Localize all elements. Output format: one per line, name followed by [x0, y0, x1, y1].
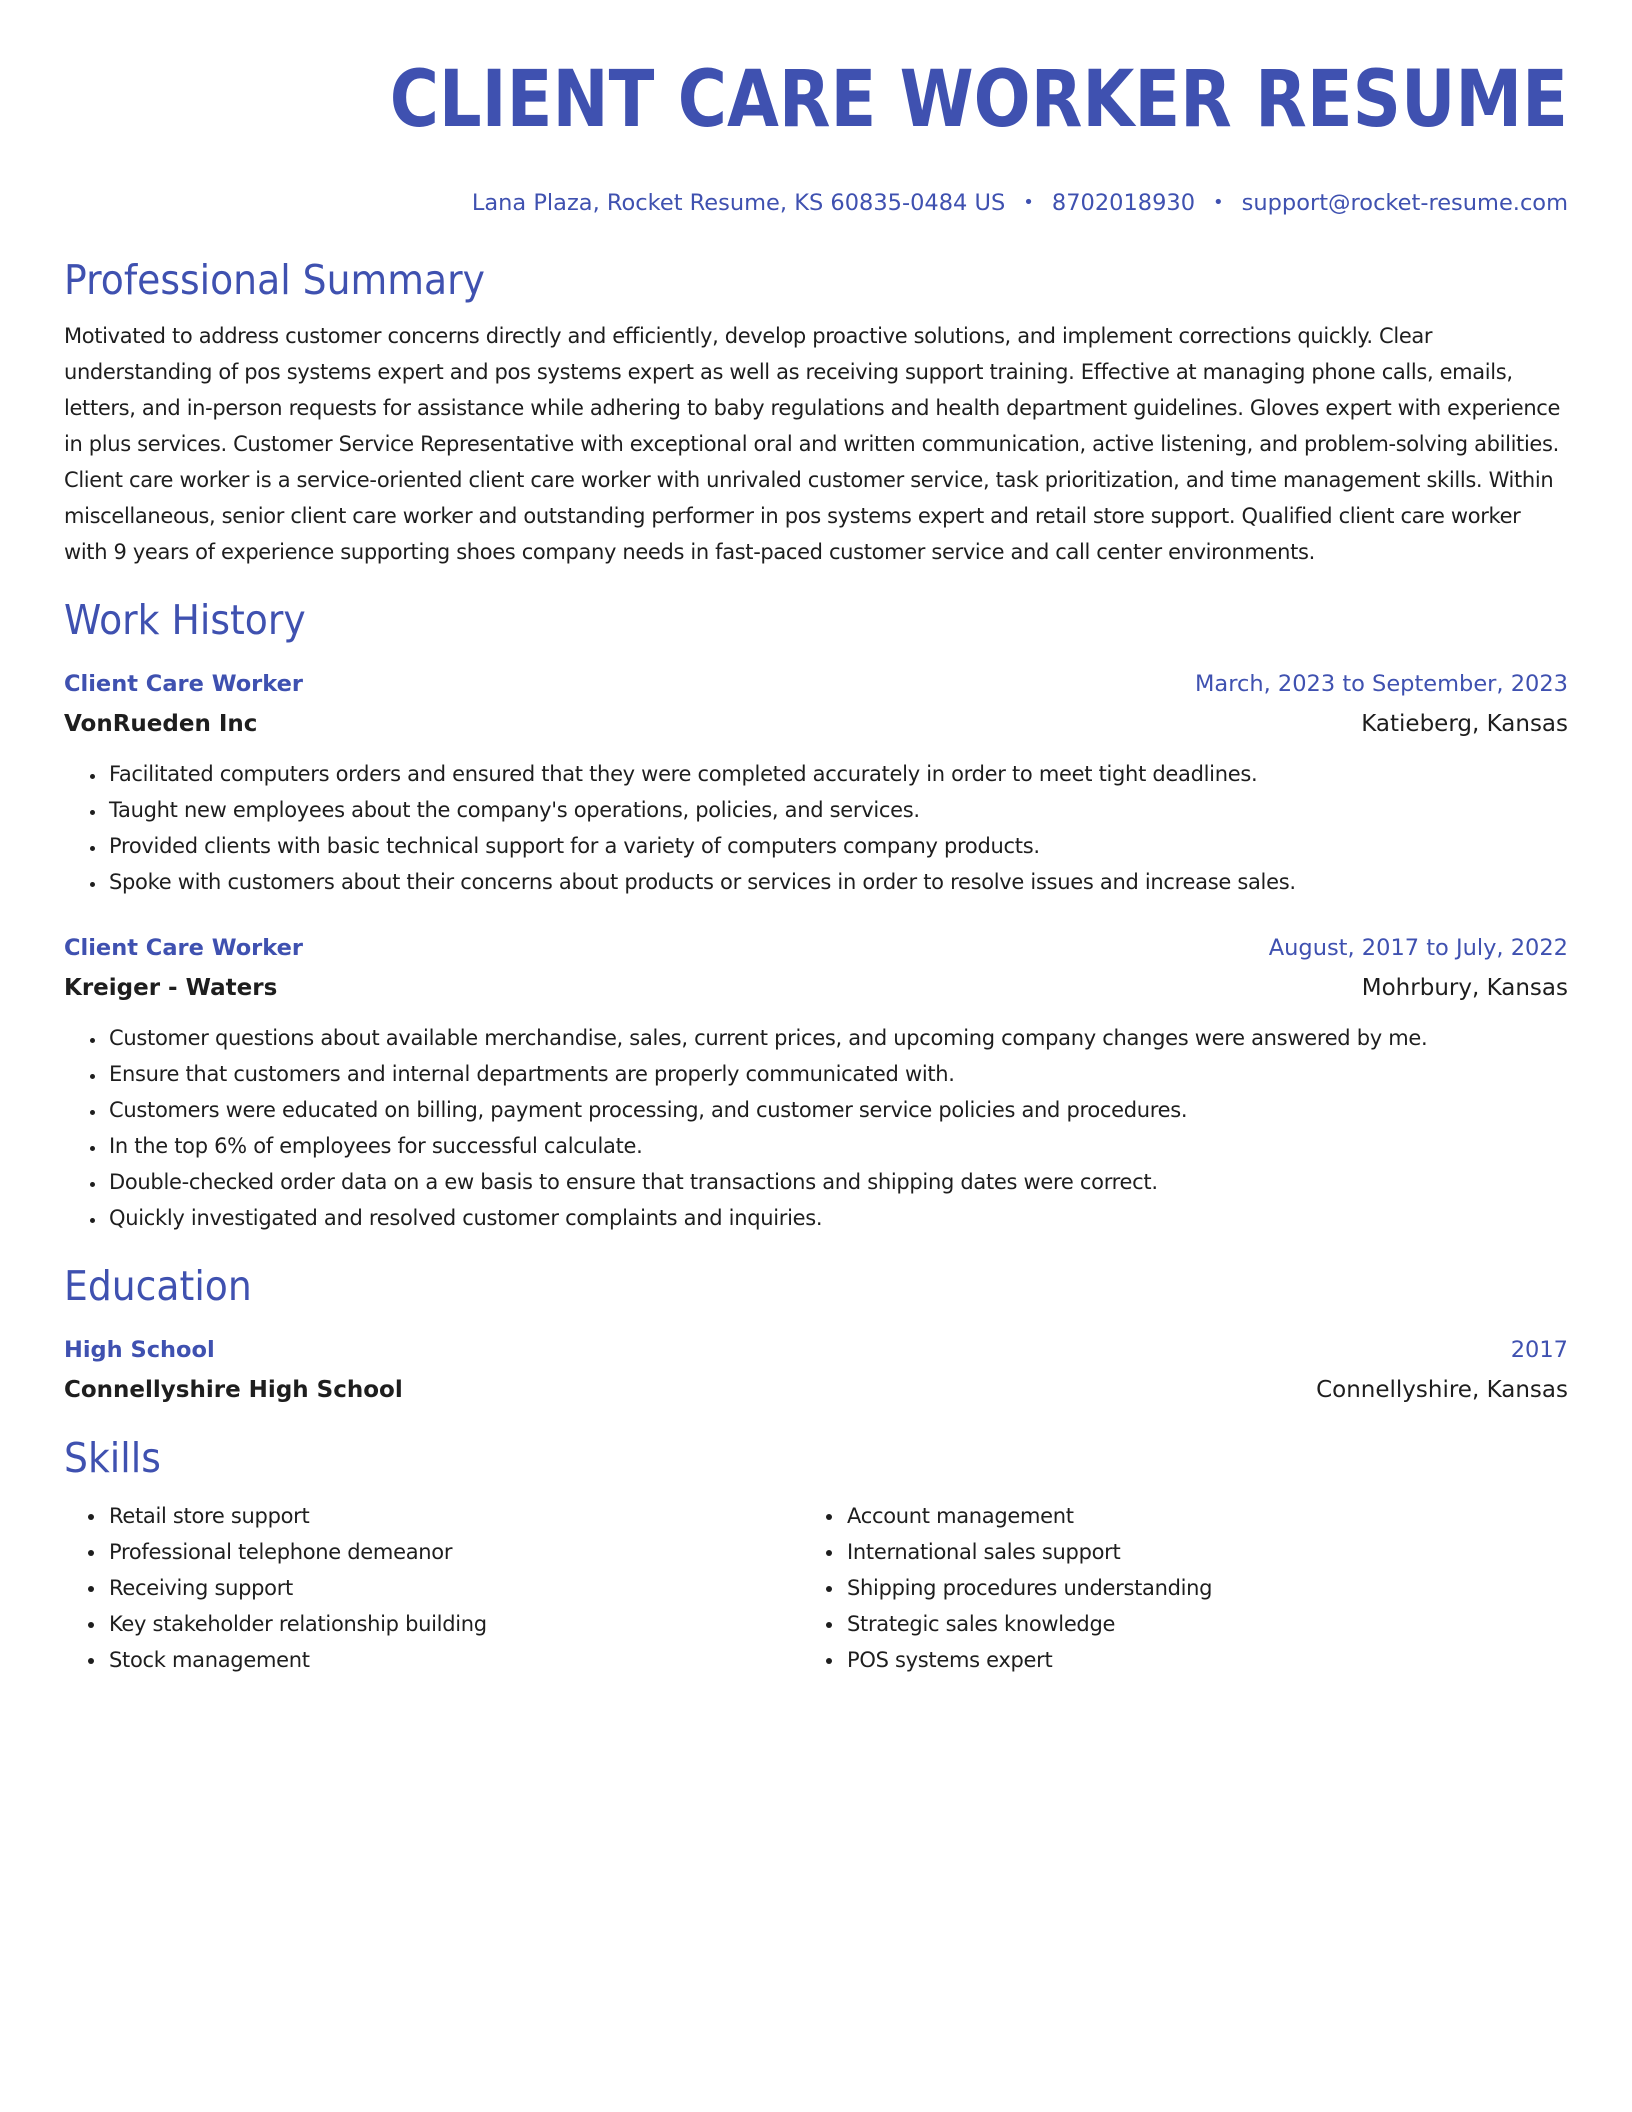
- job-bullets: [64, 1020, 1568, 1236]
- skills-grid: [64, 1498, 1568, 1678]
- job-header-row: [64, 930, 1568, 966]
- contact-separator: •: [1213, 192, 1224, 213]
- skills-heading: Skills: [64, 1434, 161, 1482]
- skill-item: • International sales support: [845, 1534, 1540, 1570]
- job-company-row: [64, 706, 1568, 742]
- summary-section: [64, 254, 1568, 570]
- education-location: Connellyshire, Kansas: [1316, 1377, 1568, 1403]
- job-dates: August, 2017 to July, 2022: [1268, 935, 1568, 961]
- summary-heading: Professional Summary: [64, 256, 485, 304]
- job-bullet: • Provided clients with basic technical support for a variety of computers company products.: [107, 828, 1568, 864]
- skill-item: • Receiving support: [107, 1570, 802, 1606]
- job-location: Katieberg, Kansas: [1361, 711, 1568, 737]
- job-bullet: • Facilitated computers orders and ensured that they were completed accurately in order to meet tight deadlines.: [107, 756, 1568, 792]
- job-entry: [64, 666, 1568, 900]
- job-bullet: • Customer questions about available merchandise, sales, current prices, and upcoming company changes were answered by me.: [107, 1020, 1568, 1056]
- job-bullet: • Quickly investigated and resolved customer complaints and inquiries.: [107, 1200, 1568, 1236]
- education-heading: Education: [64, 1262, 252, 1310]
- education-header-row: [64, 1332, 1568, 1368]
- skill-item: • Shipping procedures understanding: [845, 1570, 1540, 1606]
- contact-separator: •: [1023, 192, 1034, 213]
- resume-header: [64, 52, 1568, 218]
- job-bullet: • In the top 6% of employees for successful calculate.: [107, 1128, 1568, 1164]
- skill-item: • Retail store support: [107, 1498, 802, 1534]
- skill-item: • Key stakeholder relationship building: [107, 1606, 802, 1642]
- contact-email[interactable]: support@rocket-resume.com: [1241, 190, 1568, 216]
- skill-item: • POS systems expert: [845, 1642, 1540, 1678]
- job-bullet: • Spoke with customers about their concerns about products or services in order to resolve issues and increase sales.: [107, 864, 1568, 900]
- work-history-heading: Work History: [64, 596, 306, 644]
- job-entry: [64, 930, 1568, 1236]
- education-entry: [64, 1332, 1568, 1408]
- skill-item: • Strategic sales knowledge: [845, 1606, 1540, 1642]
- job-bullet: • Customers were educated on billing, payment processing, and customer service policies and procedures.: [107, 1092, 1568, 1128]
- job-company-row: [64, 970, 1568, 1006]
- education-section: [64, 1260, 1568, 1408]
- education-school-row: [64, 1372, 1568, 1408]
- job-dates: March, 2023 to September, 2023: [1195, 671, 1568, 697]
- contact-line: [64, 188, 1568, 218]
- skill-item: • Account management: [845, 1498, 1540, 1534]
- contact-phone[interactable]: 8702018930: [1051, 190, 1196, 216]
- education-school: Connellyshire High School: [64, 1377, 403, 1403]
- job-bullet: • Double-checked order data on a ew basis to ensure that transactions and shipping dates were correct.: [107, 1164, 1568, 1200]
- education-degree: High School: [64, 1337, 215, 1363]
- skill-item: • Stock management: [107, 1642, 802, 1678]
- skills-column-left: [64, 1498, 802, 1678]
- job-title: Client Care Worker: [64, 935, 303, 961]
- job-bullet: • Ensure that customers and internal departments are properly communicated with.: [107, 1056, 1568, 1092]
- education-year: 2017: [1510, 1337, 1568, 1363]
- job-bullets: [64, 756, 1568, 900]
- job-location: Mohrbury, Kansas: [1361, 975, 1568, 1001]
- summary-text: Motivated to address customer concerns directly and efficiently, develop proactive solutions, and implement corrections quickly. Clear understanding of pos systems expert and pos systems expert as well as receiving support training. Effective at managing phone calls, emails, letters, and in-person requests for assistance while adhering to baby regulations and health department guidelines. Gloves expert with experience in plus services. Customer Service Representative with exceptional oral and written communication, active listening, and problem-solving abilities. Client care worker is a service-oriented client care worker with unrivaled customer service, task prioritization, and time management skills. Within miscellaneous, senior client care worker and outstanding performer in pos systems expert and retail store support. Qualified client care worker with 9 years of experience supporting shoes company needs in fast-paced customer service and call center environments.: [64, 324, 1561, 564]
- contact-address: Lana Plaza, Rocket Resume, KS 60835-0484 US: [471, 190, 1006, 216]
- work-history-section: [64, 594, 1568, 1236]
- job-company: VonRueden Inc: [64, 711, 258, 737]
- skills-section: [64, 1432, 1568, 1678]
- resume-title: CLIENT CARE WORKER RESUME: [389, 55, 1569, 145]
- skill-item: • Professional telephone demeanor: [107, 1534, 802, 1570]
- job-header-row: [64, 666, 1568, 702]
- job-title: Client Care Worker: [64, 671, 303, 697]
- job-bullet: • Taught new employees about the company's operations, policies, and services.: [107, 792, 1568, 828]
- job-company: Kreiger - Waters: [64, 975, 278, 1001]
- skills-column-right: [802, 1498, 1540, 1678]
